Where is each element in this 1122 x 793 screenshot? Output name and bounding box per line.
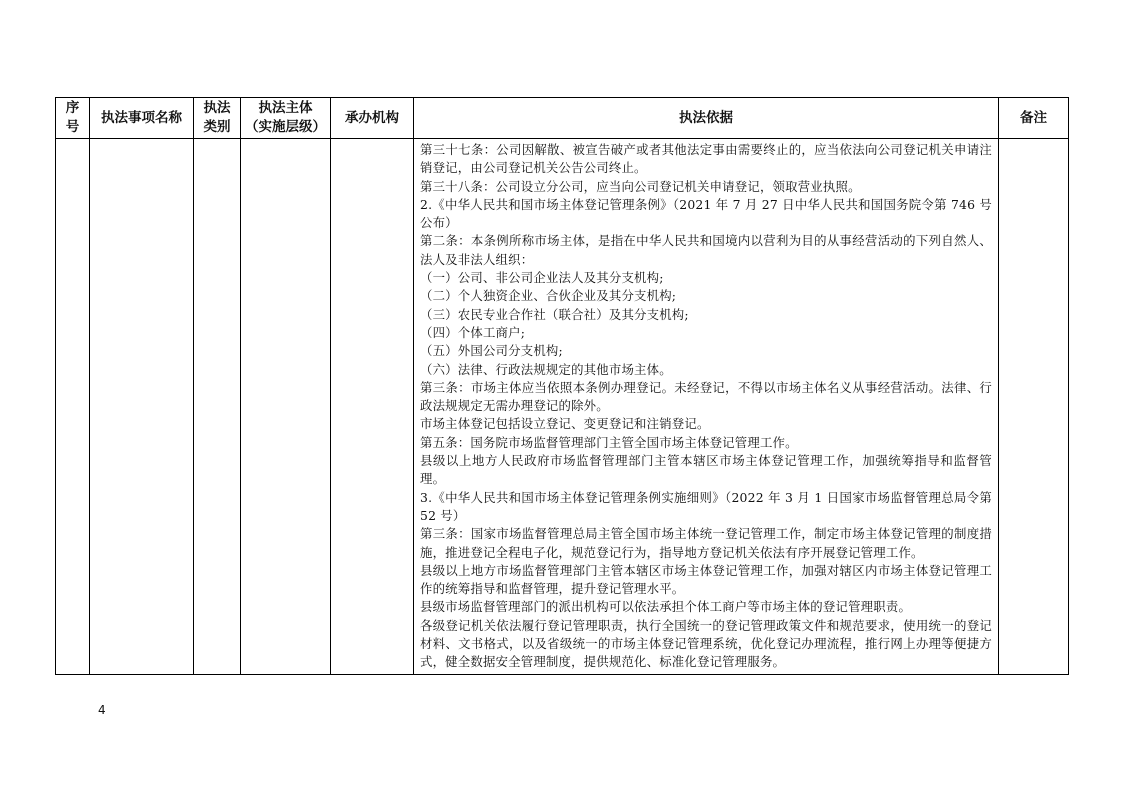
basis-line: 2.《中华人民共和国市场主体登记管理条例》（2021 年 7 月 27 日中华人民共和国国务院令第 746 号公布） — [420, 196, 992, 231]
cell-notes — [999, 139, 1069, 675]
cell-basis — [414, 139, 999, 675]
header-seq-line2: 号 — [65, 119, 80, 135]
basis-line: 各级登记机关依法履行登记管理职责，执行全国统一的登记管理政策文件和规范要求，使用统一的登记材料、文书格式，以及省级统一的市场主体登记管理系统，优化登记办理流程，推行网上办理等便捷方式，健全数据安全管理制度，提供规范化、标准化登记管理服务。 — [420, 617, 992, 670]
header-row — [56, 98, 1069, 139]
basis-line: 县级市场监督管理部门的派出机构可以依法承担个体工商户等市场主体的登记管理职责。 — [420, 599, 912, 615]
basis-line: （二）个人独资企业、合伙企业及其分支机构; — [420, 288, 677, 304]
basis-line: 第五条：国务院市场监督管理部门主管全国市场主体登记管理工作。 — [420, 434, 798, 450]
basis-line: 县级以上地方人民政府市场监督管理部门主管本辖区市场主体登记管理工作，加强统筹指导和监督管理。 — [420, 453, 992, 487]
basis-line: 第三条：市场主体应当依照本条例办理登记。未经登记，不得以市场主体名义从事经营活动。法律、行政法规规定无需办理登记的除外。 — [420, 379, 992, 414]
header-seq-line1: 序 — [65, 100, 80, 116]
header-category-line2: 类别 — [203, 119, 231, 135]
table-row — [56, 139, 1069, 675]
header-item-name: 执法事项名称 — [90, 98, 194, 139]
cell-subject — [241, 139, 331, 675]
basis-line: （一）公司、非公司企业法人及其分支机构; — [420, 270, 664, 286]
basis-line: 市场主体登记包括设立登记、变更登记和注销登记。 — [420, 416, 710, 432]
page-number: 4 — [98, 703, 106, 717]
header-subject-line2: （实施层级） — [245, 119, 326, 135]
header-category — [194, 98, 241, 139]
basis-line: 第三条：国家市场监督管理总局主管全国市场主体统一登记管理工作，制定市场主体登记管理的制度措施，推进登记全程电子化，规范登记行为，指导地方登记机关依法有序开展登记管理工作。 — [420, 526, 992, 560]
basis-line: （五）外国公司分支机构; — [420, 343, 563, 359]
header-notes: 备注 — [999, 98, 1069, 139]
header-seq — [56, 98, 90, 139]
header-category-line1: 执法 — [203, 100, 231, 116]
header-basis: 执法依据 — [414, 98, 999, 139]
basis-line: 县级以上地方市场监督管理部门主管本辖区市场主体登记管理工作，加强对辖区内市场主体登记管理工作的统筹指导和监督管理，提升登记管理水平。 — [420, 562, 992, 597]
basis-line: 第三十八条：公司设立分公司，应当向公司登记机关申请登记，领取营业执照。 — [420, 178, 861, 194]
law-enforcement-table — [55, 97, 1069, 675]
cell-agency — [331, 139, 414, 675]
cell-seq — [56, 139, 90, 675]
basis-line: 第二条：本条例所称市场主体，是指在中华人民共和国境内以营利为目的从事经营活动的下列自然人、法人及非法人组织： — [420, 233, 992, 267]
basis-line: （六）法律、行政法规规定的其他市场主体。 — [420, 361, 672, 377]
basis-line: 3.《中华人民共和国市场主体登记管理条例实施细则》（2022 年 3 月 1 日国家市场监督管理总局令第 52 号） — [420, 489, 992, 523]
basis-line: 第三十七条：公司因解散、被宣告破产或者其他法定事由需要终止的，应当依法向公司登记机关申请注销登记，由公司登记机关公告公司终止。 — [420, 142, 992, 176]
cell-category — [194, 139, 241, 675]
header-subject — [241, 98, 331, 139]
cell-item-name — [90, 139, 194, 675]
header-agency: 承办机构 — [331, 98, 414, 139]
header-subject-line1: 执法主体 — [258, 100, 313, 116]
basis-line: （四）个体工商户; — [420, 324, 526, 340]
basis-line: （三）农民专业合作社（联合社）及其分支机构; — [420, 306, 689, 322]
